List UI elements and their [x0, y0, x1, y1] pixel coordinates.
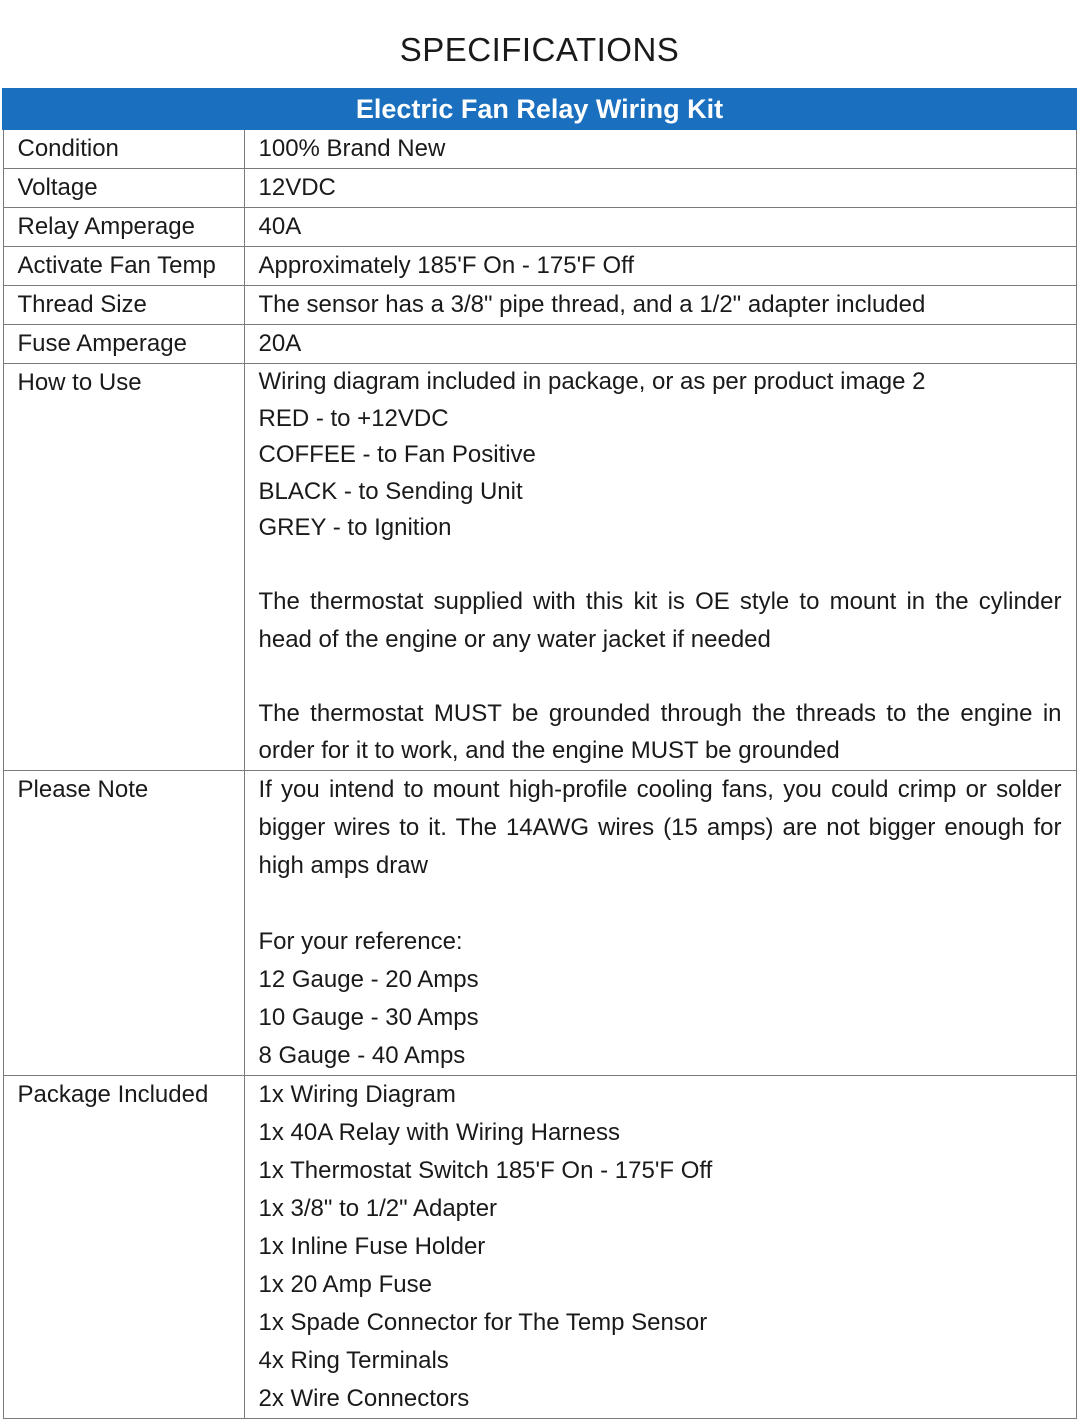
spacer — [259, 658, 1062, 695]
table-row — [3, 247, 1076, 286]
table-row-package-included — [3, 1075, 1076, 1418]
how-to-use-line: BLACK - to Sending Unit — [258, 477, 523, 505]
row-value-package-included — [244, 1075, 1076, 1418]
row-value-fuse-amperage: 20A — [244, 325, 1076, 364]
package-item: 1x Thermostat Switch 185'F On - 175'F Off — [258, 1156, 713, 1184]
table-row — [3, 286, 1076, 325]
spec-table-header: Electric Fan Relay Wiring Kit — [3, 89, 1076, 129]
please-note-paragraph: If you intend to mount high-profile cooling fans, you could crimp or solder bigger wires to it. The 14AWG wires (15 amps) are not bigger enough for high amps draw — [258, 775, 1062, 879]
table-row — [3, 129, 1076, 169]
row-value-please-note — [244, 770, 1076, 1075]
row-label-please-note: Please Note — [3, 770, 244, 1075]
how-to-use-paragraph-1: The thermostat supplied with this kit is OE style to mount in the cylinder head of the engine or any water jacket if needed — [258, 588, 1062, 653]
spec-table — [2, 88, 1077, 1419]
row-label-thread-size: Thread Size — [3, 286, 244, 325]
row-label-package-included: Package Included — [3, 1075, 244, 1418]
package-item: 1x Inline Fuse Holder — [258, 1232, 486, 1260]
table-row — [3, 169, 1076, 208]
spacer — [259, 547, 1062, 584]
reference-item: 10 Gauge - 30 Amps — [258, 1003, 479, 1031]
how-to-use-line: GREY - to Ignition — [258, 514, 452, 541]
row-label-relay-amperage: Relay Amperage — [3, 208, 244, 247]
row-label-condition: Condition — [3, 129, 244, 169]
spec-table-header-row — [3, 89, 1076, 129]
table-row-please-note — [3, 770, 1076, 1075]
spacer — [259, 885, 1062, 923]
how-to-use-line: RED - to +12VDC — [258, 404, 449, 432]
row-value-condition: 100% Brand New — [244, 129, 1076, 169]
row-label-fuse-amperage: Fuse Amperage — [3, 325, 244, 364]
package-item: 1x 20 Amp Fuse — [258, 1270, 432, 1298]
how-to-use-paragraph-2: The thermostat MUST be grounded through the threads to the engine in order for it to work, and the engine MUST be grounded — [258, 699, 1062, 764]
row-label-voltage: Voltage — [3, 169, 244, 208]
package-item: 1x 40A Relay with Wiring Harness — [258, 1118, 620, 1146]
table-row-how-to-use — [3, 364, 1076, 771]
row-label-activate-fan-temp: Activate Fan Temp — [3, 247, 244, 286]
reference-item: 8 Gauge - 40 Amps — [258, 1041, 466, 1069]
package-item: 4x Ring Terminals — [258, 1346, 449, 1374]
package-item: 1x Wiring Diagram — [258, 1080, 456, 1108]
reference-title: For your reference: — [258, 927, 463, 955]
row-label-how-to-use: How to Use — [3, 364, 244, 771]
row-value-voltage: 12VDC — [244, 169, 1076, 208]
package-item: 1x 3/8" to 1/2" Adapter — [258, 1194, 498, 1222]
how-to-use-line: COFFEE - to Fan Positive — [258, 441, 536, 468]
row-value-how-to-use — [244, 364, 1076, 771]
row-value-activate-fan-temp: Approximately 185'F On - 175'F Off — [244, 247, 1076, 286]
reference-item: 12 Gauge - 20 Amps — [258, 965, 479, 993]
package-item: 1x Spade Connector for The Temp Sensor — [258, 1308, 708, 1336]
package-item: 2x Wire Connectors — [258, 1384, 470, 1412]
row-value-relay-amperage: 40A — [244, 208, 1076, 247]
page-title: SPECIFICATIONS — [399, 31, 680, 68]
how-to-use-line: Wiring diagram included in package, or as per product image 2 — [258, 368, 926, 395]
table-row — [3, 325, 1076, 364]
row-value-thread-size: The sensor has a 3/8" pipe thread, and a 1/2" adapter included — [244, 286, 1076, 325]
table-row — [3, 208, 1076, 247]
